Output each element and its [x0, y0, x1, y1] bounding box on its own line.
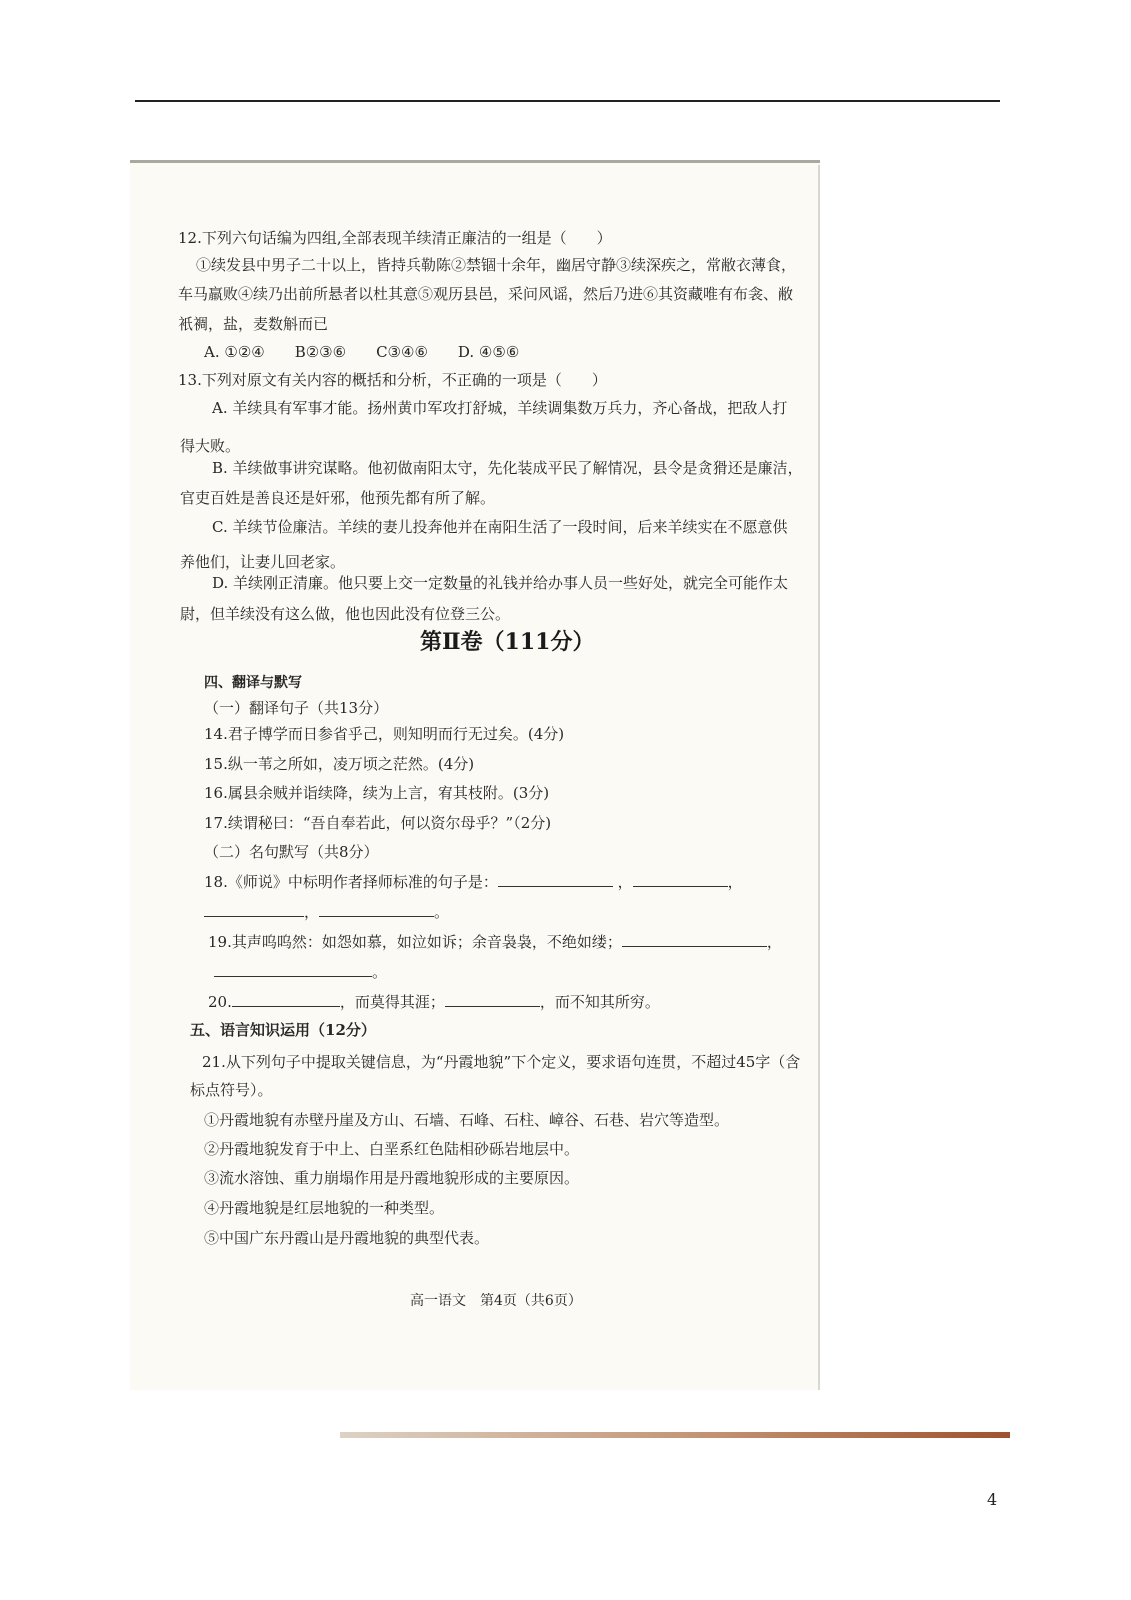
exam-page-footer: 高一语文 第4页（共6页） — [410, 1293, 582, 1309]
section5-title: 五、语言知识运用（12分） — [190, 1021, 376, 1039]
q17: 17.续谓秘曰：“吾自奉若此，何以资尔母乎？”（2分) — [204, 814, 552, 832]
q13-stem: 13.下列对原文有关内容的概括和分析，不正确的一项是（ ） — [178, 371, 607, 389]
q15: 15.纵一苇之所如，凌万顷之茫然。(4分) — [204, 755, 475, 773]
q20-prefix: 20. — [208, 993, 232, 1011]
q18-blank-3[interactable] — [204, 902, 304, 917]
q13-option-d-line2: 尉，但羊续没有这么做，他也因此没有位登三公。 — [180, 605, 511, 623]
q20-mid: ，而莫得其涯； — [339, 993, 445, 1011]
q16: 16.属县余贼并诣续降，续为上言，宥其枝附。(3分) — [204, 784, 550, 802]
q19-blank-2[interactable] — [214, 962, 372, 977]
q21-statement-3: ③流水溶蚀、重力崩塌作用是丹霞地貌形成的主要原因。 — [204, 1169, 580, 1187]
q12-line1: ①续发县中男子二十以上，皆持兵勒陈②禁锢十余年，幽居守静③续深疾之，常敝衣薄食， — [196, 256, 797, 274]
q13-option-c-line2: 养他们，让妻儿回老家。 — [180, 553, 346, 571]
q21-line2: 标点符号）。 — [190, 1081, 273, 1099]
q19-line2: 。 — [214, 962, 387, 982]
q12-options: A. ①②④ B②③⑥ C③④⑥ D. ④⑤⑥ — [204, 343, 520, 361]
q12-line2: 车马羸败④续乃出前所悬者以杜其意⑤观历县邑，采问风谣，然后乃进⑥其资藏唯有布衾、敝 — [178, 285, 794, 303]
part2-title: 第Ⅱ卷（111分） — [420, 629, 595, 655]
q20-end: ，而不知其所穷。 — [539, 993, 660, 1011]
q18-blank-4[interactable] — [319, 902, 434, 917]
q12-line3: 衹裯，盐，麦数斛而已 — [178, 315, 329, 333]
q13-option-a-line2: 得大败。 — [180, 437, 241, 455]
q18-text: 18.《师说》中标明作者择师标准的句子是： — [204, 873, 498, 891]
q13-option-b-line2: 官吏百姓是善良还是奸邪，他预先都有所了解。 — [180, 489, 496, 507]
section4-sub1: （一）翻译句子（共13分） — [204, 699, 389, 717]
q21-statement-2: ②丹霞地貌发育于中上、白垩系红色陆相砂砾岩地层中。 — [204, 1140, 580, 1158]
q20-blank-2[interactable] — [445, 992, 540, 1007]
q13-option-a-line1: A. 羊续具有军事才能。扬州黄巾军攻打舒城，羊续调集数万兵力，齐心备战，把敌人打 — [212, 399, 788, 417]
q18-blank-1[interactable] — [498, 872, 613, 887]
q12-stem: 12.下列六句话编为四组,全部表现羊续清正廉洁的一组是（ ） — [178, 229, 612, 247]
page-number: 4 — [987, 1490, 998, 1509]
q14: 14.君子博学而日参省乎己，则知明而行无过矣。(4分) — [204, 725, 565, 743]
q21-statement-1: ①丹霞地貌有赤壁丹崖及方山、石墙、石峰、石柱、嶂谷、石巷、岩穴等造型。 — [204, 1111, 730, 1129]
q18-line2: ， 。 — [204, 902, 449, 922]
q19-line1: 19.其声呜呜然：如怨如慕，如泣如诉；余音袅袅，不绝如缕； ， — [208, 933, 782, 951]
section4-sub2: （二）名句默写（共8分） — [204, 843, 379, 861]
q13-option-b-line1: B. 羊续做事讲究谋略。他初做南阳太守，先化装成平民了解情况，县令是贪猾还是廉洁， — [212, 459, 803, 477]
q18-line1: 18.《师说》中标明作者择师标准的句子是： ， ， — [204, 873, 743, 891]
q13-option-c-line1: C. 羊续节俭廉洁。羊续的妻儿投奔他并在南阳生活了一段时间，后来羊续实在不愿意供 — [212, 518, 788, 536]
q19-blank-1[interactable] — [622, 932, 767, 947]
q18-blank-2[interactable] — [633, 872, 728, 887]
q19-text: 19.其声呜呜然：如怨如慕，如泣如诉；余音袅袅，不绝如缕； — [208, 933, 622, 951]
section4-title: 四、翻译与默写 — [204, 675, 302, 691]
q21-line1: 21.从下列句子中提取关键信息，为“丹霞地貌”下个定义，要求语句连贯，不超过45字（含 — [202, 1053, 801, 1071]
q13-option-d-line1: D. 羊续刚正清廉。他只要上交一定数量的礼钱并给办事人员一些好处，就完全可能作太 — [212, 574, 789, 592]
q21-statement-5: ⑤中国广东丹霞山是丹霞地貌的典型代表。 — [204, 1229, 490, 1247]
q21-statement-4: ④丹霞地貌是红层地貌的一种类型。 — [204, 1199, 445, 1217]
q20-blank-1[interactable] — [232, 992, 340, 1007]
q20-line — [208, 992, 660, 1012]
